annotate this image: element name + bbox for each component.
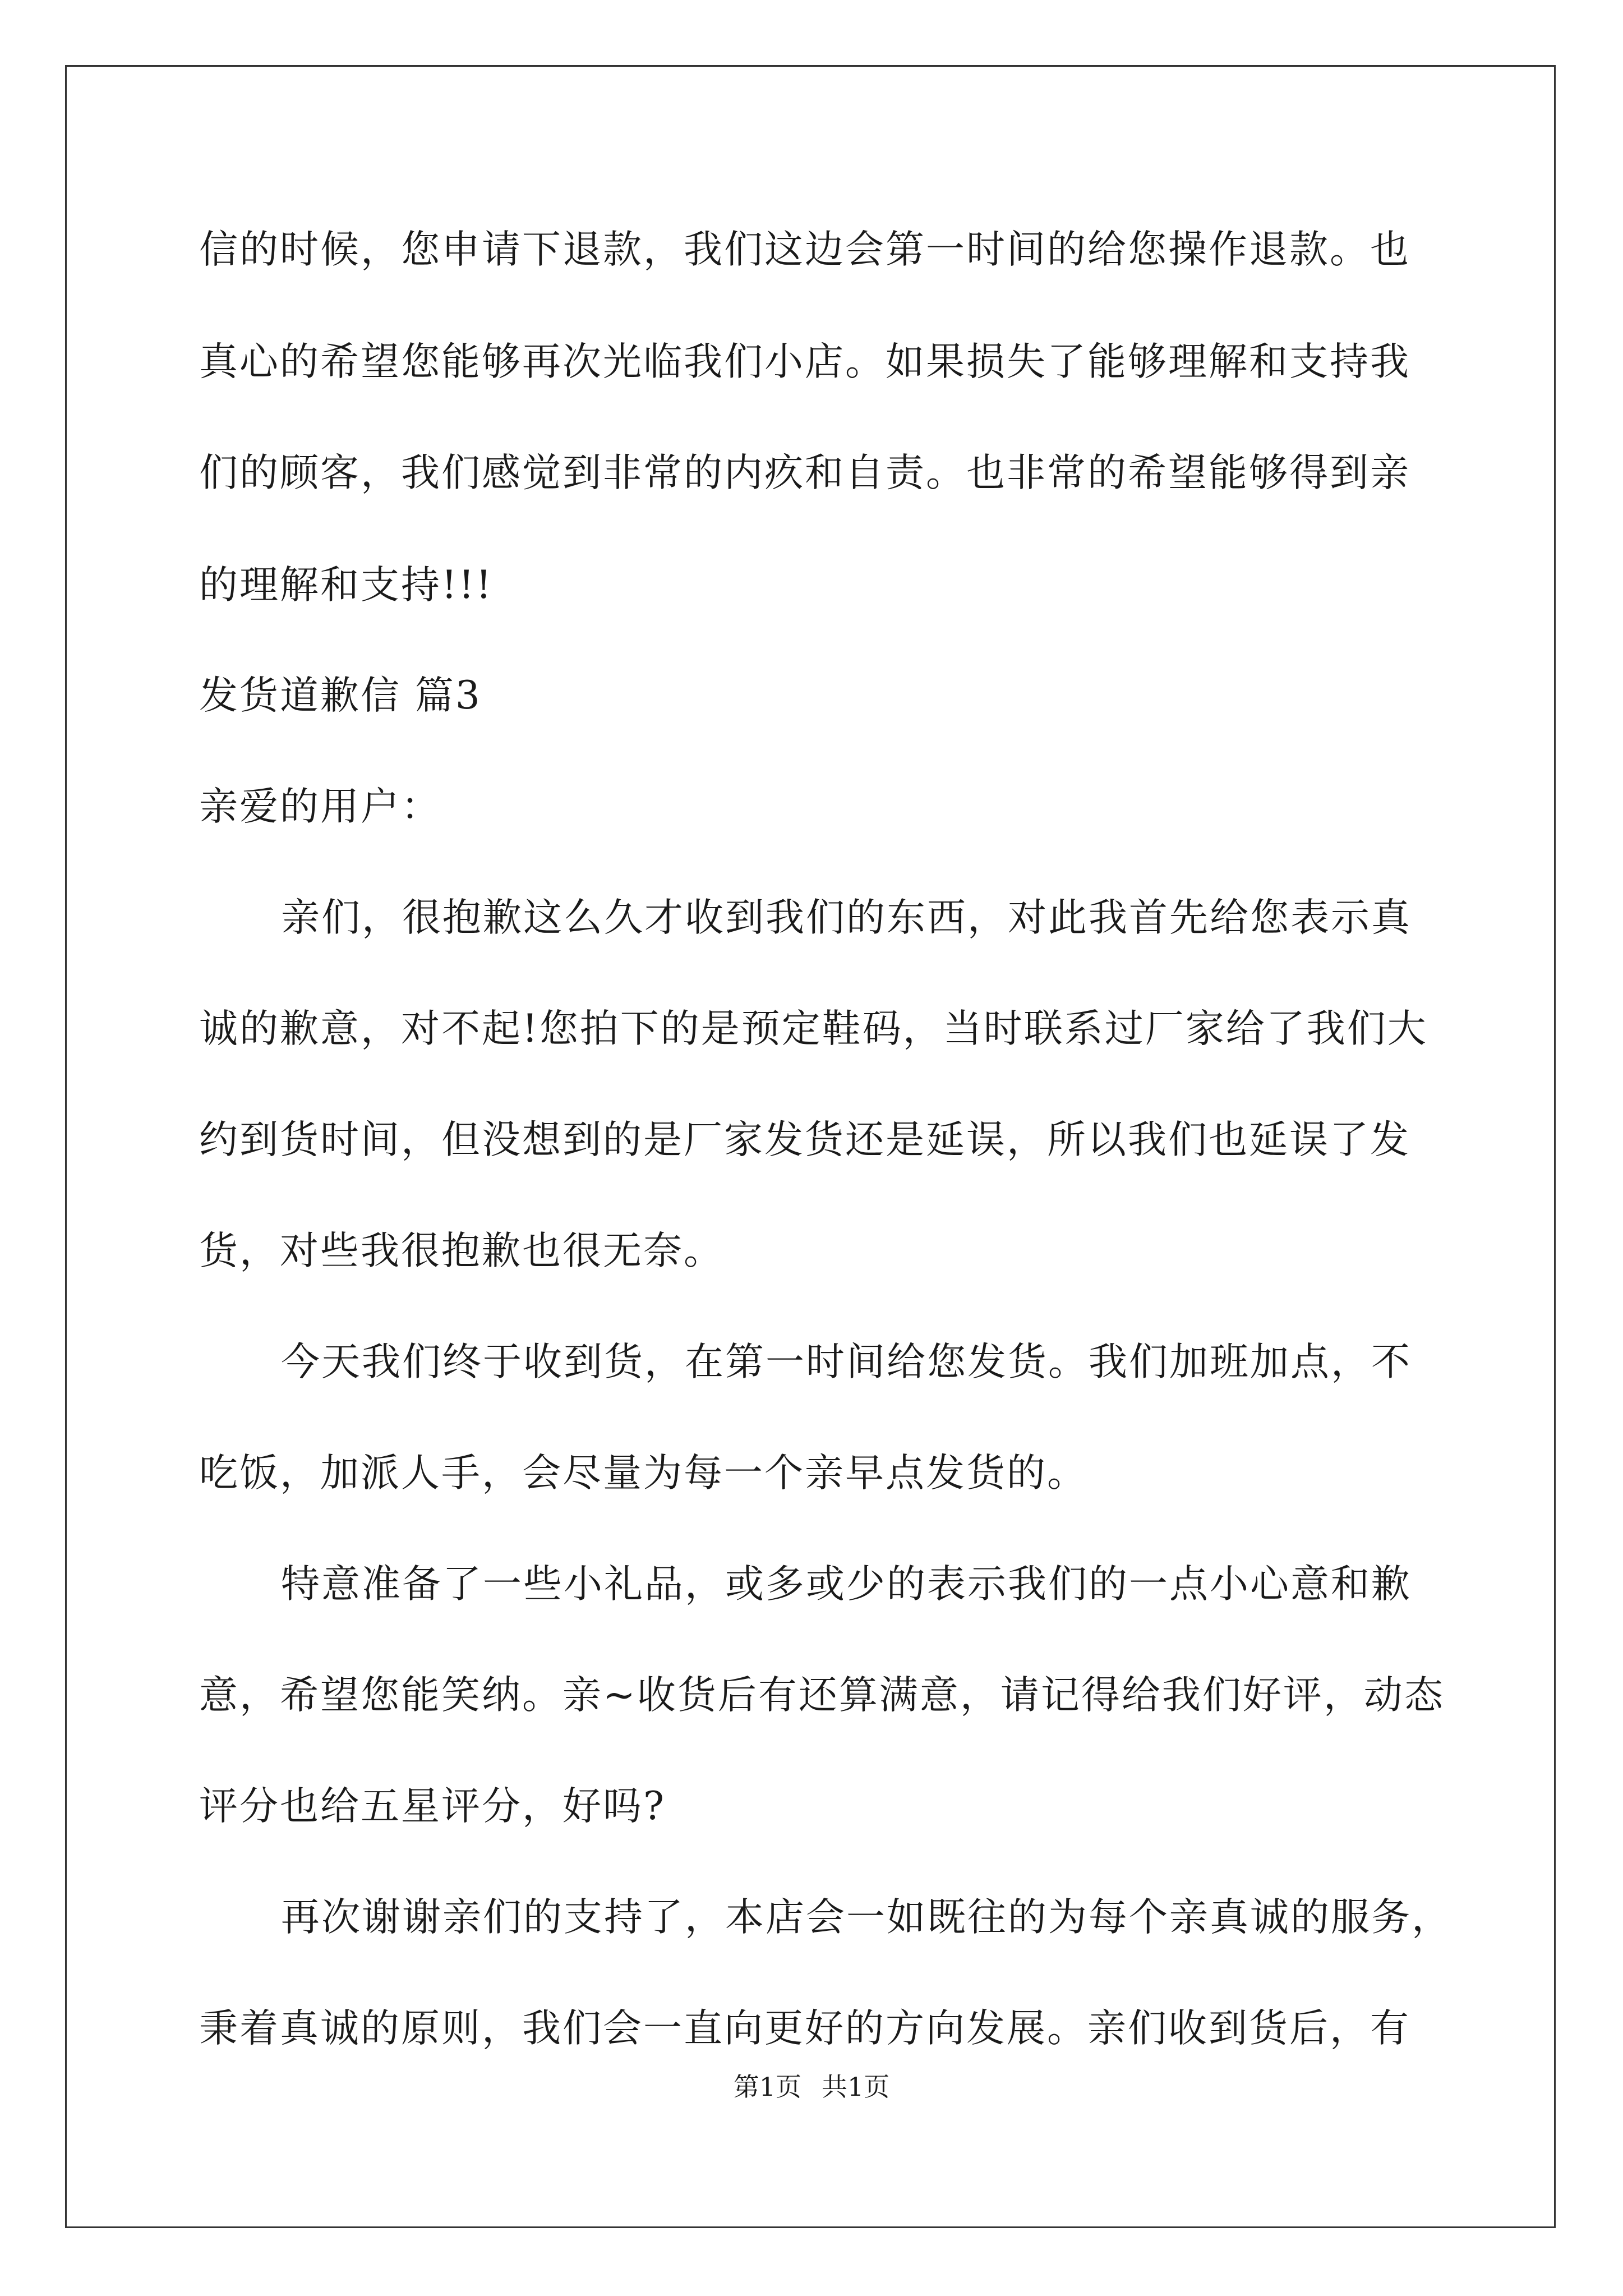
body-line-3: 们的顾客，我们感觉到非常的内疚和自责。也非常的希望能够得到亲 xyxy=(199,450,1410,495)
page-total: 共1页 xyxy=(822,2072,890,2102)
paragraph-1-line-1: 亲们，很抱歉这么久才收到我们的东西，对此我首先给您表示真 xyxy=(281,895,1412,940)
page-number: 第1页 xyxy=(733,2072,801,2102)
paragraph-3-line-2: 意，希望您能笑纳。亲~收货后有还算满意，请记得给我们好评，动态 xyxy=(199,1673,1445,1718)
paragraph-1-line-3: 约到货时间，但没想到的是厂家发货还是延误，所以我们也延误了发 xyxy=(199,1117,1410,1162)
paragraph-2-line-1: 今天我们终于收到货，在第一时间给您发货。我们加班加点，不 xyxy=(281,1340,1412,1384)
paragraph-3-line-1: 特意准备了一些小礼品，或多或少的表示我们的一点小心意和歉 xyxy=(281,1562,1412,1607)
salutation: 亲爱的用户： xyxy=(199,784,441,829)
paragraph-4-line-1: 再次谢谢亲们的支持了，本店会一如既往的为每个亲真诚的服务， xyxy=(281,1895,1452,1940)
paragraph-1-line-4: 货，对些我很抱歉也很无奈。 xyxy=(199,1228,724,1273)
paragraph-4-line-2: 秉着真诚的原则，我们会一直向更好的方向发展。亲们收到货后，有 xyxy=(199,2006,1410,2051)
body-line-2: 真心的希望您能够再次光临我们小店。如果损失了能够理解和支持我 xyxy=(199,339,1410,384)
body-line-4: 的理解和支持!!! xyxy=(199,563,494,608)
paragraph-3-line-3: 评分也给五星评分，好吗? xyxy=(199,1784,666,1829)
paragraph-1-line-2: 诚的歉意，对不起!您拍下的是预定鞋码，当时联系过厂家给了我们大 xyxy=(199,1006,1428,1051)
section-heading: 发货道歉信 篇3 xyxy=(199,673,482,718)
page-footer xyxy=(0,2073,1623,2101)
paragraph-2-line-2: 吃饭，加派人手，会尽量为每一个亲早点发货的。 xyxy=(199,1451,1087,1496)
body-line-1: 信的时候，您申请下退款，我们这边会第一时间的给您操作退款。也 xyxy=(199,227,1410,272)
